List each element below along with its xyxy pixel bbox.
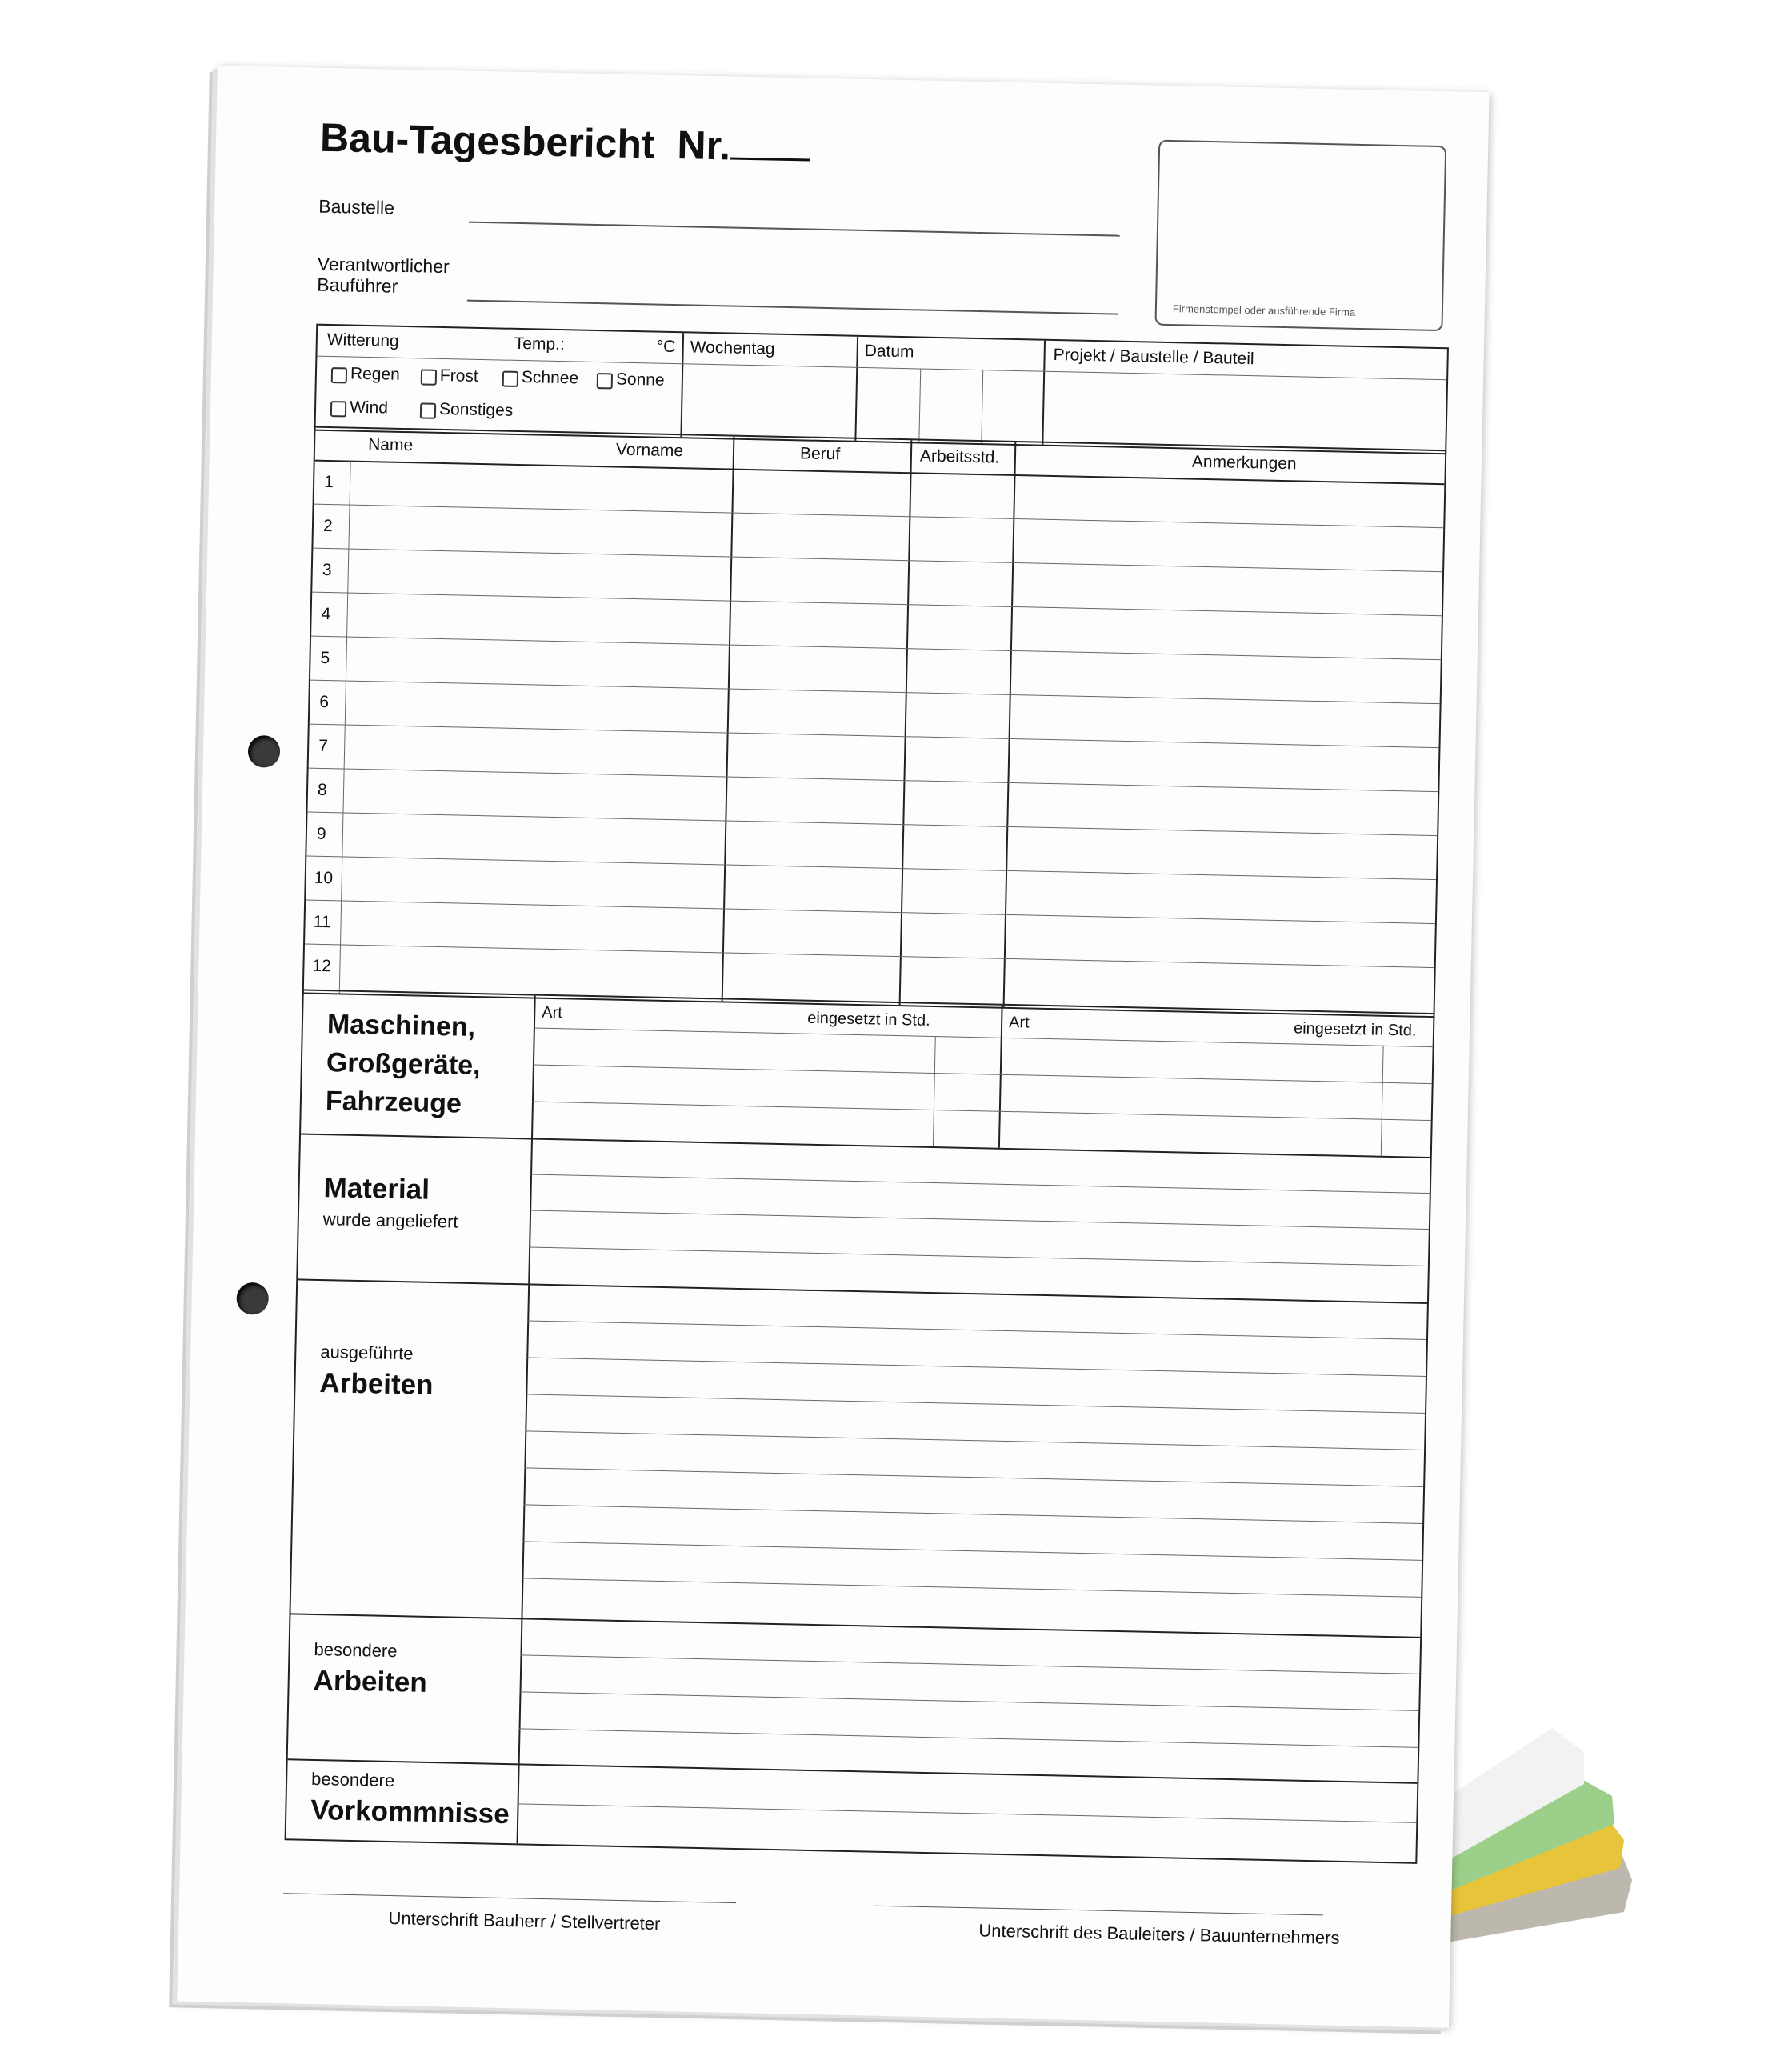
row-number: 10 xyxy=(314,868,334,888)
witterung-label: Witterung xyxy=(326,330,399,350)
regen-label: Regen xyxy=(350,364,401,384)
celsius-unit: °C xyxy=(656,337,676,357)
worker-table xyxy=(302,426,1447,1018)
punch-hole-bottom xyxy=(236,1282,269,1315)
sonstiges-label: Sonstiges xyxy=(438,399,514,420)
ausgefuehrte-subheading: ausgeführte xyxy=(320,1342,414,1364)
besondere-arbeiten-heading: Arbeiten xyxy=(313,1664,428,1698)
punch-hole-top xyxy=(248,735,281,768)
besondere-arbeiten-subheading: besondere xyxy=(314,1638,398,1662)
form-pad xyxy=(177,66,1498,2036)
signature-bauherr-label: Unterschrift Bauherr / Stellvertreter xyxy=(388,1907,661,1934)
row-number: 5 xyxy=(320,648,330,668)
row-number: 7 xyxy=(318,736,329,756)
row-number: 8 xyxy=(317,780,327,800)
verantwortlicher-label: Verantwortlicher xyxy=(317,253,450,278)
col-anmerkungen: Anmerkungen xyxy=(1191,452,1297,474)
sonstiges-checkbox[interactable] xyxy=(420,402,436,418)
row-number: 4 xyxy=(321,604,331,624)
sonne-label: Sonne xyxy=(615,370,665,390)
sonne-checkbox[interactable] xyxy=(597,373,613,389)
report-sections xyxy=(285,989,1435,1863)
maschinen-heading-3: Fahrzeuge xyxy=(325,1086,462,1119)
col-vorname: Vorname xyxy=(615,440,684,461)
signature-line-bauherr[interactable] xyxy=(283,1893,736,1903)
material-subheading: wurde angeliefert xyxy=(322,1209,458,1232)
signature-line-bauleiter[interactable] xyxy=(875,1906,1323,1916)
col-beruf: Beruf xyxy=(799,444,841,464)
frost-label: Frost xyxy=(439,366,479,386)
row-number: 11 xyxy=(313,912,331,932)
row-number: 6 xyxy=(319,692,330,712)
vorkommnisse-heading: Vorkommnisse xyxy=(310,1794,510,1830)
temp-label: Temp.: xyxy=(514,334,566,354)
row-number: 1 xyxy=(323,472,334,492)
row-number: 3 xyxy=(322,560,332,580)
baustelle-label: Baustelle xyxy=(318,195,395,218)
wochentag-label: Wochentag xyxy=(690,338,775,358)
company-stamp-box xyxy=(1154,140,1446,331)
datum-label: Datum xyxy=(864,342,914,362)
row-number: 9 xyxy=(316,824,326,844)
frost-checkbox[interactable] xyxy=(421,369,437,385)
bauführer-label: Bauführer xyxy=(317,274,398,297)
form-sheet xyxy=(177,66,1489,2028)
maschinen-heading-2: Großgeräte, xyxy=(326,1047,482,1082)
col-arbeitsstd: Arbeitsstd. xyxy=(919,446,1000,467)
schnee-checkbox[interactable] xyxy=(502,371,518,387)
row-number: 12 xyxy=(312,956,332,976)
bauführer-line[interactable] xyxy=(467,300,1118,315)
projekt-label: Projekt / Baustelle / Bauteil xyxy=(1053,345,1254,369)
row-number: 2 xyxy=(322,516,333,536)
besondere-vorkommnisse-subheading: besondere xyxy=(310,1768,395,1791)
form-title: Bau-Tagesbericht Nr. xyxy=(320,114,811,171)
eingesetzt-label-left: eingesetzt in Std. xyxy=(806,1009,930,1030)
signature-bauleiter-label: Unterschrift des Bauleiters / Bauunternehmers xyxy=(978,1920,1340,1948)
wind-label: Wind xyxy=(349,398,389,418)
art-label-left: Art xyxy=(542,1003,563,1022)
regen-checkbox[interactable] xyxy=(331,367,347,383)
schnee-label: Schnee xyxy=(521,368,579,388)
wind-checkbox[interactable] xyxy=(330,401,346,417)
arbeiten-heading: Arbeiten xyxy=(319,1367,434,1402)
col-name: Name xyxy=(367,435,414,455)
maschinen-heading-1: Maschinen, xyxy=(326,1009,476,1043)
material-heading: Material xyxy=(323,1172,430,1206)
art-label-right: Art xyxy=(1008,1013,1030,1032)
eingesetzt-label-right: eingesetzt in Std. xyxy=(1293,1019,1417,1040)
stamp-caption: Firmenstempel oder ausführende Firma xyxy=(1172,302,1356,318)
baustelle-line[interactable] xyxy=(469,222,1120,237)
